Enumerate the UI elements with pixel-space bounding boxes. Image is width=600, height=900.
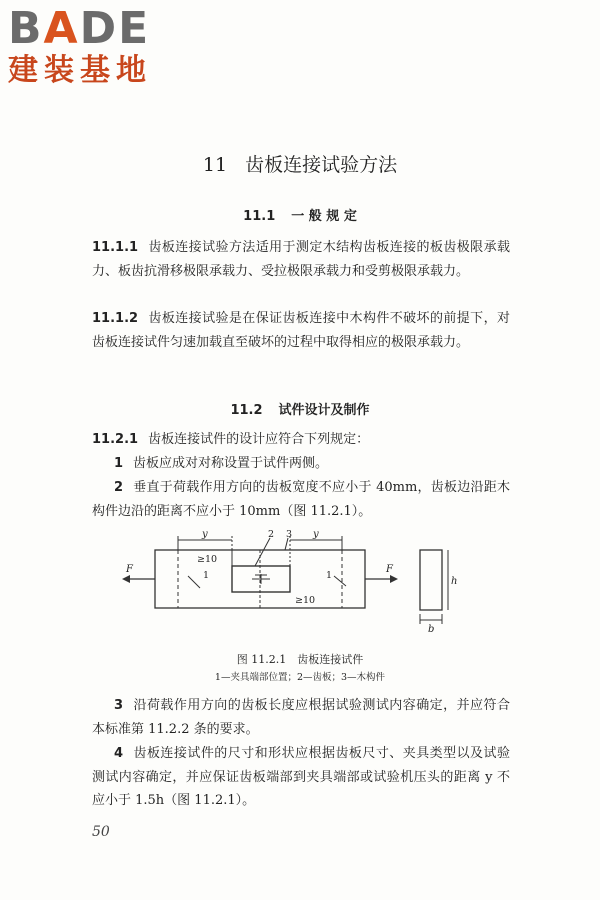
label-ge10-bottom: ≥10 [295,595,316,606]
item-text: 垂直于荷载作用方向的齿板宽度不应小于 40mm，齿板边沿距木构件边沿的距离不应小于 10mm（图 11.2.1）。 [92,480,510,519]
section-number: 11.2 [230,403,263,418]
leader-1-right [334,576,346,586]
label-F-left: F [126,564,133,575]
arrowhead-right [390,575,398,583]
section-view [420,550,442,610]
item-number: 4 [114,746,124,761]
label-b: b [428,624,435,635]
chapter-number: 11 [202,154,228,176]
page-number: 50 [92,824,110,840]
label-ge10-top: ≥10 [197,554,218,565]
item-text: 沿荷载作用方向的齿板长度应根据试验测试内容确定，并应符合本标准第 11.2.2 条的要求。 [92,698,510,737]
label-3: 3 [286,529,293,540]
chapter-title [0,150,600,177]
list-item-4 [92,742,510,813]
clause-text: 齿板连接试件的设计应符合下列规定： [148,432,370,447]
label-1-right: 1 [326,570,333,581]
list-item-3 [92,694,510,741]
list-item-2 [92,476,510,523]
clause-number: 11.1.1 [92,240,139,255]
chapter-name: 齿板连接试验方法 [245,154,398,176]
clause-11-1-1 [92,236,510,283]
item-text: 齿板应成对对称设置于试件两侧。 [133,456,329,471]
label-y-right: y [313,529,319,540]
logo-subtitle: 建装基地 [8,53,152,88]
section-number: 11.1 [243,209,276,224]
section-title: 试件设计及制作 [278,403,370,418]
figure-caption: 图 11.2.1 齿板连接试件 [236,653,364,666]
clause-text: 齿板连接试验是在保证齿板连接中木构件不破坏的前提下，对齿板连接试件匀速加载直至破坏的过程中取得相应的极限承载力。 [92,311,510,350]
item-number: 1 [114,456,124,471]
label-h: h [451,576,458,587]
item-text: 齿板连接试件的尺寸和形状应根据齿板尺寸、夹具类型以及试验测试内容确定，并应保证齿板端部到夹具端部或试验机压头的距离 y 不应小于 1.5h（图 11.2.1）。 [92,746,510,808]
label-1-left: 1 [203,570,210,581]
item-number: 3 [114,698,124,713]
label-F-right: F [386,564,393,575]
clause-11-1-2 [92,307,510,354]
specimen-figure [120,528,480,636]
leader-2 [255,538,270,566]
list-item-1 [92,452,510,476]
clause-number: 11.1.2 [92,311,139,326]
item-number: 2 [114,480,124,495]
clause-11-2-1 [92,428,510,452]
clause-number: 11.2.1 [92,432,139,447]
section-heading-1 [0,205,600,224]
label-y-left: y [202,529,208,540]
logo [8,3,152,88]
arrowhead-left [122,575,130,583]
section-heading-2 [0,399,600,418]
leader-1-left [188,576,200,588]
label-2: 2 [268,529,275,540]
section-title: 一 般 规 定 [291,209,357,224]
logo-mark: BADE [8,3,151,54]
clause-text: 齿板连接试验方法适用于测定木结构齿板连接的板齿极限承载力、板齿抗滑移极限承载力、受拉极限承载力和受剪极限承载力。 [92,240,510,279]
figure-legend: 1—夹具端部位置；2—齿板；3—木构件 [214,672,386,683]
